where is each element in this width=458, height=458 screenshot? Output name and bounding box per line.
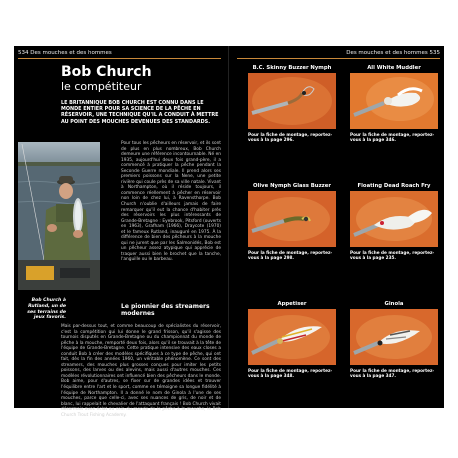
fly-plate xyxy=(350,300,438,378)
fly-name: Ginola xyxy=(384,301,404,307)
article-subtitle: le compétiteur xyxy=(61,80,142,93)
fly-plate xyxy=(350,64,438,142)
fly-reference: Pour la fiche de montage, reportez-vous à la page 347. xyxy=(350,368,435,379)
fly-image xyxy=(248,309,336,365)
fly-reference: Pour la fiche de montage, reportez-vous à la page 296. xyxy=(248,132,333,143)
fly-name: Floating Dead Roach Fry xyxy=(357,183,431,189)
fly-name: Appetiser xyxy=(277,301,307,307)
fly-image xyxy=(350,309,438,365)
photo-caption: Bob Church à Rutland, un de ses terrains de jeux favoris. xyxy=(27,298,66,321)
fly-image xyxy=(350,73,438,129)
article-body-1: Pour tous les pêcheurs en réservoir, et ils sont de plus en plus nombreux, Bob Church demeure une référence incontournable. Né en 1935, aujourd'hui deux fois grand-père, il a commencé à pratiquer la pêche pendant la Seconde Guerre mondiale. Il prend alors ses premiers poissons sur la Nene, une petite rivière qui coule près de sa ville natale. Vivant à Northampton, où il réside toujours, il commence réellement à pêcher en réservoir non loin de chez lui, à Ravensthorpe. Bob Church n'oublie d'ailleurs jamais de faire remarquer qu'il eut la chance d'habiter près des réservoirs les plus intéressants de Grande-Bretagne : Eyebrook, Pitsford (ouverts en 1963), Grafham (1966), Draycote (1970) et le fameux Rutland, inauguré en 1975. À la différence de bien des pêcheurs à la mouche qui ne jurent que par les Salmonidés, Bob est un pêcheur assez atypique qui apprécie de traquer aussi bien le brochet que la tanche, l'anguille ou le barbeau. xyxy=(121,141,221,263)
fly-reference: Pour la fiche de montage, reportez-vous à la page 298. xyxy=(248,250,333,261)
fly-image xyxy=(248,191,336,247)
fly-plate xyxy=(248,64,336,142)
fly-name: Olive Nymph Glass Buzzer xyxy=(253,183,331,189)
fly-image xyxy=(350,191,438,247)
section-title: Le pionnier des streamers modernes xyxy=(121,303,210,317)
fly-name: All White Muddler xyxy=(367,65,421,71)
page-header-right: Des mouches et des hommes 535 xyxy=(346,50,440,56)
fly-plate xyxy=(248,182,336,260)
fly-name: B.C. Skinny Buzzer Nymph xyxy=(252,65,332,71)
article-body-2: Mais par-dessus tout, et comme beaucoup de spécialistes du réservoir, c'est la compétition qui lui donne le grand frisson, qu'il s'agisse des tournois disputés en Grande-Bretagne ou du championnat du monde de pêche à la mouche, remporté deux fois, alors qu'il se trouvait à la tête de l'équipe de Grande-Bretagne. Cette pratique intensive des eaux closes a conduit Bob à créer des modèles spécifiques à ce type de pêche, qui ont fait, dès la fin des années 1960, un véritable phénomène. Ce sont des streamers, des mouches plus grosses conçues pour imiter les petits poissons, des larves ou des alevins, mais aussi d'autres mouches. Ces modèles révolutionnaires ont influencé bien des pêcheurs dans le monde. Bob aime, pour d'autres, se fixer sur de grandes idées et trouver l'équilibre entre l'art et le sport, comme en témoigne sa longue fidélité à l'équipe de Northampton. Il a donné le nom de Ginola à l'une de ses mouches, parce que celle-ci, avec ses nuances de gris, de noir et de blanc, lui rappelait le chevalier de l'attaquant français ! Bob Church vivait désormais avec éclat au sein du monde de la pêche à la mouche, le Bob Church Trout Fishing Academy. xyxy=(61,324,221,418)
header-rule-left xyxy=(18,58,221,59)
fly-reference: Pour la fiche de montage, reportez-vous à la page 348. xyxy=(248,368,333,379)
article-title: Bob Church xyxy=(61,64,152,80)
book-spread xyxy=(14,46,444,418)
fly-reference: Pour la fiche de montage, reportez-vous à la page 346. xyxy=(350,132,435,143)
fly-plate xyxy=(350,182,438,260)
fly-plate xyxy=(248,300,336,378)
page-header-left: 534 Des mouches et des hommes xyxy=(18,50,112,56)
fly-image xyxy=(248,73,336,129)
header-rule-right xyxy=(237,58,440,59)
article-intro: LE BRITANNIQUE BOB CHURCH EST CONNU DANS LE MONDE ENTIER POUR SA SCIENCE DE LA PÊCHE EN RÉSERVOIR, UNE TECHNIQUE QU'IL A CONDUIT À METTRE AU POINT DES MOUCHES DEVENUES DES STANDARDS. xyxy=(61,100,219,125)
angler-photo xyxy=(18,142,100,290)
page-gutter xyxy=(228,46,229,408)
fly-reference: Pour la fiche de montage, reportez-vous à la page 235. xyxy=(350,250,435,261)
